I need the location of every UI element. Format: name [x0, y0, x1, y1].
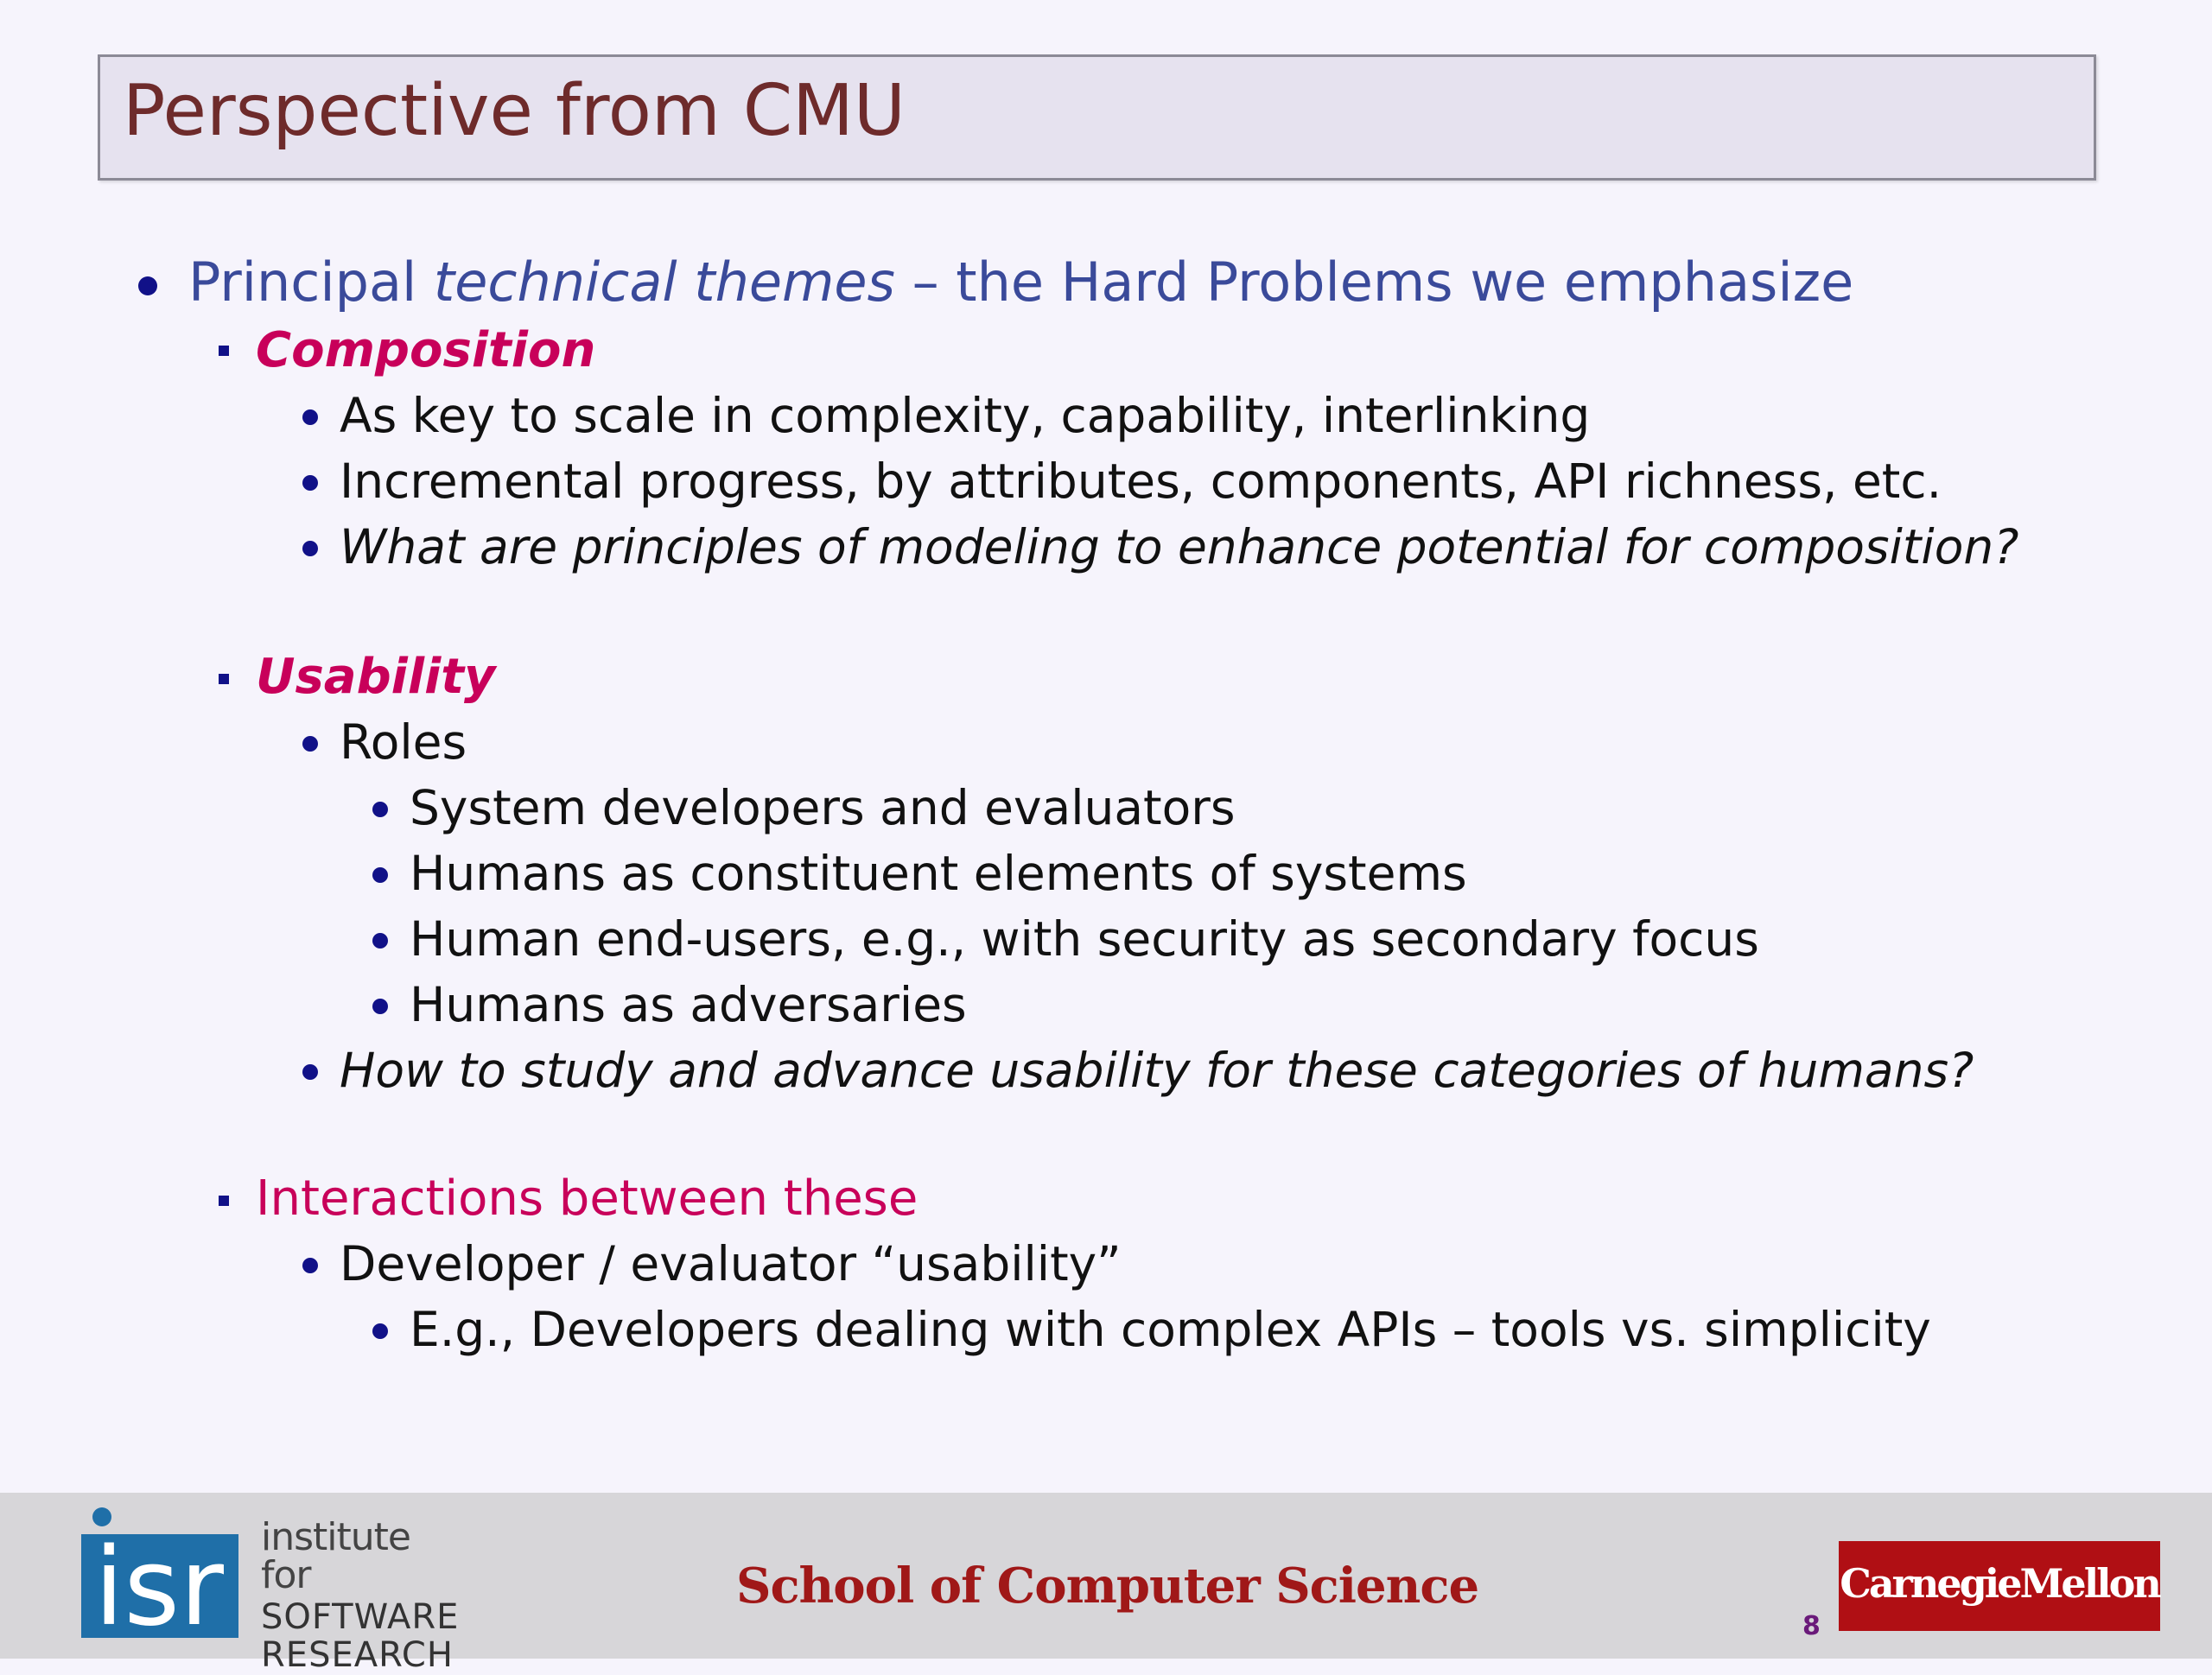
- square-bullet-icon: [219, 674, 229, 684]
- role-item: System developers and evaluators: [410, 780, 1236, 835]
- bullet-dot-icon: [372, 802, 388, 817]
- principal-suffix: – the Hard Problems we emphasize: [894, 251, 1854, 314]
- role-item: Human end-users, e.g., with security as secondary focus: [410, 911, 1759, 967]
- composition-heading: Composition: [256, 322, 596, 378]
- bullet-dot-icon: [302, 409, 318, 425]
- usability-question: How to study and advance usability for these categories of humans?: [340, 1043, 1974, 1098]
- bullet-dot-icon: [302, 475, 318, 491]
- bullet-dot-icon: [302, 736, 318, 752]
- square-bullet-icon: [219, 346, 229, 356]
- interactions-item: Developer / evaluator “usability”: [340, 1236, 1122, 1291]
- principal-emphasis: technical themes: [433, 251, 895, 314]
- isr-wordmark: [261, 1515, 460, 1675]
- bullet-dot-icon: [372, 933, 388, 949]
- isr-line-2: SOFTWARE: [261, 1597, 460, 1637]
- isr-line-3: RESEARCH: [261, 1635, 454, 1675]
- bullet-dot-icon: [302, 541, 318, 556]
- bullet-dot-icon: [372, 1323, 388, 1339]
- isr-line-1: institute for: [261, 1515, 410, 1597]
- interactions-subitem: E.g., Developers dealing with complex APIs – tools vs. simplicity: [410, 1302, 1931, 1357]
- bullet-dot-icon: [302, 1258, 318, 1273]
- role-item: Humans as constituent elements of systems: [410, 846, 1467, 901]
- bullet-dot-icon: [302, 1064, 318, 1080]
- cmu-logo: [1839, 1541, 2160, 1631]
- square-bullet-icon: [219, 1196, 229, 1206]
- bullet-dot-icon: [372, 999, 388, 1014]
- slide-title: Perspective from CMU: [123, 70, 906, 152]
- roles-label: Roles: [340, 714, 467, 770]
- interactions-heading: Interactions between these: [256, 1171, 918, 1227]
- composition-item-1: As key to scale in complexity, capability, interlinking: [340, 388, 1591, 443]
- isr-mark-text: isr: [93, 1526, 225, 1641]
- isr-logo: [79, 1503, 460, 1675]
- composition-item-2: Incremental progress, by attributes, components, API richness, etc.: [340, 454, 1942, 509]
- usability-heading: Usability: [256, 649, 496, 705]
- cmu-logo-text: CarnegieMellon: [1840, 1560, 2159, 1607]
- page-number: 8: [1802, 1611, 1821, 1641]
- bullet-dot-icon: [138, 276, 157, 295]
- principal-themes-line: [188, 251, 1854, 314]
- bullet-dot-icon: [372, 867, 388, 883]
- principal-prefix: Principal: [188, 251, 434, 314]
- role-item: Humans as adversaries: [410, 977, 967, 1032]
- isr-logo-icon: [79, 1503, 240, 1641]
- school-name: School of Computer Science: [736, 1558, 1479, 1615]
- title-box: [98, 54, 2096, 181]
- composition-item-3: What are principles of modeling to enhance potential for composition?: [340, 519, 2019, 574]
